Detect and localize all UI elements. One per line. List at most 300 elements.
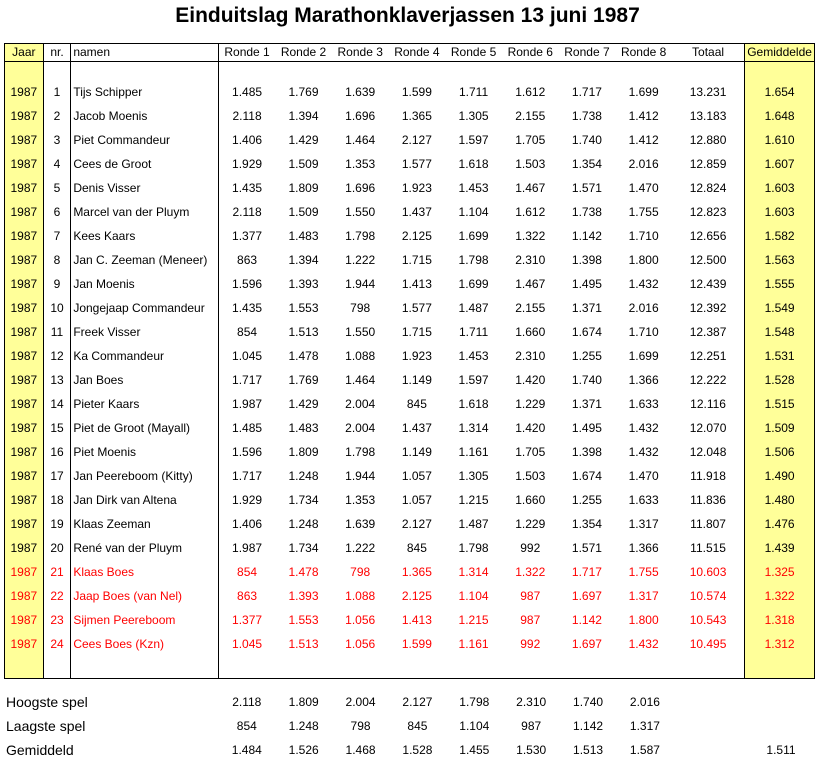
cell-totaal: 10.603 [672, 560, 745, 584]
cell-ronde-7: 1.398 [571, 445, 602, 459]
table-row [5, 416, 815, 440]
cell-ronde-1: 1.987 [232, 397, 263, 411]
cell-namen: Piet Commandeur [71, 128, 219, 152]
header-ronde-3: Ronde 3 [332, 44, 389, 62]
cell-ronde-2 [275, 62, 332, 81]
cell-totaal: 12.824 [672, 176, 745, 200]
cell-ronde-1: 1.717 [232, 469, 263, 483]
cell-ronde-1: 1.406 [232, 517, 263, 531]
cell-ronde-4 [389, 656, 446, 679]
cell-gemiddelde: 1.531 [745, 344, 815, 368]
cell-ronde-2: 1.248 [288, 517, 319, 531]
stats-label: Hoogste spel [6, 694, 88, 710]
cell-ronde-6 [502, 62, 559, 81]
cell-ronde-1: 1.406 [232, 133, 263, 147]
cell-ronde-8: 1.470 [628, 181, 659, 195]
cell-namen [71, 62, 219, 81]
cell-ronde-4 [389, 62, 446, 81]
cell-totaal: 12.439 [672, 272, 745, 296]
cell-jaar: 1987 [5, 464, 44, 488]
cell-ronde-1: 1.435 [232, 301, 263, 315]
stats-ronde-6: 1.530 [516, 743, 547, 757]
header-row [5, 44, 815, 62]
cell-jaar: 1987 [5, 296, 44, 320]
cell-ronde-7: 1.740 [571, 133, 602, 147]
cell-namen: Cees Boes (Kzn) [71, 632, 219, 656]
cell-nr: 16 [43, 440, 71, 464]
cell-ronde-2: 1.553 [288, 613, 319, 627]
cell-ronde-6: 1.612 [515, 85, 546, 99]
page-title: Einduitslag Marathonklaverjassen 13 juni 1987 [175, 4, 640, 27]
cell-namen: Ka Commandeur [71, 344, 219, 368]
cell-ronde-1 [218, 656, 275, 679]
cell-namen: Jacob Moenis [71, 104, 219, 128]
cell-ronde-2: 1.478 [288, 349, 319, 363]
cell-namen: Jan C. Zeeman (Meneer) [71, 248, 219, 272]
cell-ronde-2: 1.393 [288, 277, 319, 291]
cell-jaar: 1987 [5, 512, 44, 536]
cell-ronde-1: 1.596 [232, 277, 263, 291]
cell-namen: Klaas Zeeman [71, 512, 219, 536]
cell-ronde-5: 1.618 [458, 157, 489, 171]
header-namen: namen [71, 44, 219, 62]
cell-ronde-6: 1.503 [515, 469, 546, 483]
cell-ronde-5: 1.305 [458, 469, 489, 483]
cell-ronde-5: 1.597 [458, 133, 489, 147]
cell-nr: 14 [43, 392, 71, 416]
cell-ronde-1: 1.485 [232, 85, 263, 99]
cell-ronde-1: 1.485 [232, 421, 263, 435]
cell-ronde-5 [445, 62, 502, 81]
table-row [5, 152, 815, 176]
cell-jaar: 1987 [5, 128, 44, 152]
cell-nr: 22 [43, 584, 71, 608]
cell-totaal: 11.807 [672, 512, 745, 536]
cell-ronde-5: 1.597 [458, 373, 489, 387]
cell-gemiddelde: 1.480 [745, 488, 815, 512]
cell-ronde-8: 1.710 [628, 229, 659, 243]
stats-ronde-5: 1.798 [459, 695, 490, 709]
cell-ronde-6: 1.503 [515, 157, 546, 171]
cell-ronde-5: 1.314 [458, 421, 489, 435]
cell-ronde-2: 1.478 [288, 565, 319, 579]
cell-namen: Piet Moenis [71, 440, 219, 464]
cell-gemiddelde: 1.318 [745, 608, 815, 632]
cell-totaal: 12.823 [672, 200, 745, 224]
cell-totaal: 12.116 [672, 392, 745, 416]
stats-table [4, 690, 815, 762]
cell-ronde-3: 1.056 [345, 613, 376, 627]
stats-ronde-5: 1.104 [459, 719, 490, 733]
cell-ronde-8: 2.016 [628, 157, 659, 171]
cell-ronde-3: 798 [350, 301, 371, 315]
cell-namen: Tijs Schipper [71, 80, 219, 104]
cell-ronde-2: 1.769 [288, 373, 319, 387]
cell-ronde-5: 1.798 [458, 541, 489, 555]
cell-ronde-5: 1.215 [458, 493, 489, 507]
cell-ronde-5: 1.314 [458, 565, 489, 579]
cell-ronde-3 [332, 656, 389, 679]
cell-nr: 8 [43, 248, 71, 272]
cell-ronde-4: 1.365 [401, 109, 432, 123]
cell-ronde-8: 1.633 [628, 493, 659, 507]
cell-ronde-5: 1.305 [458, 109, 489, 123]
cell-jaar: 1987 [5, 584, 44, 608]
cell-ronde-6: 1.467 [515, 277, 546, 291]
stats-ronde-4: 1.528 [402, 743, 433, 757]
cell-ronde-6: 1.420 [515, 421, 546, 435]
cell-ronde-5: 1.711 [458, 325, 489, 339]
cell-jaar [5, 62, 44, 81]
cell-ronde-6: 1.322 [515, 229, 546, 243]
stats-gemiddelde [747, 714, 815, 738]
cell-ronde-1: 1.987 [232, 541, 263, 555]
cell-ronde-7: 1.717 [571, 85, 602, 99]
cell-ronde-4: 2.127 [401, 517, 432, 531]
cell-totaal: 12.500 [672, 248, 745, 272]
cell-ronde-1: 1.045 [232, 349, 263, 363]
cell-ronde-8: 1.800 [628, 253, 659, 267]
cell-ronde-8: 1.412 [628, 109, 659, 123]
stats-row [4, 714, 815, 738]
cell-ronde-7: 1.697 [571, 589, 602, 603]
cell-ronde-8: 1.412 [628, 133, 659, 147]
stats-ronde-4: 845 [407, 719, 428, 733]
cell-nr: 11 [43, 320, 71, 344]
stats-ronde-3: 2.004 [345, 695, 376, 709]
cell-nr: 17 [43, 464, 71, 488]
cell-ronde-3: 1.088 [345, 349, 376, 363]
stats-ronde-6: 2.310 [516, 695, 547, 709]
cell-jaar: 1987 [5, 272, 44, 296]
table-row [5, 176, 815, 200]
cell-ronde-4: 1.715 [401, 325, 432, 339]
table-row [5, 440, 815, 464]
stats-ronde-1: 854 [236, 719, 257, 733]
cell-nr [43, 656, 71, 679]
cell-ronde-3: 1.353 [345, 493, 376, 507]
table-row [5, 224, 815, 248]
cell-namen: Denis Visser [71, 176, 219, 200]
cell-jaar: 1987 [5, 536, 44, 560]
cell-ronde-7: 1.142 [571, 229, 602, 243]
cell-ronde-1 [218, 62, 275, 81]
stats-ronde-1: 2.118 [232, 695, 262, 709]
cell-ronde-1: 854 [237, 325, 258, 339]
cell-nr [43, 62, 71, 81]
cell-ronde-3: 1.639 [345, 517, 376, 531]
cell-nr: 13 [43, 368, 71, 392]
table-row [5, 200, 815, 224]
cell-jaar: 1987 [5, 224, 44, 248]
cell-namen: Jaap Boes (van Nel) [71, 584, 219, 608]
table-row [5, 104, 815, 128]
cell-ronde-4: 1.057 [401, 493, 432, 507]
cell-ronde-5: 1.618 [458, 397, 489, 411]
cell-ronde-8: 1.710 [628, 325, 659, 339]
cell-ronde-1: 854 [237, 565, 258, 579]
cell-ronde-3: 2.004 [345, 421, 376, 435]
cell-ronde-8: 1.432 [628, 277, 659, 291]
stats-row [4, 690, 815, 714]
cell-ronde-6: 992 [520, 637, 541, 651]
cell-totaal: 12.880 [672, 128, 745, 152]
table-row [5, 344, 815, 368]
stats-ronde-1: 1.484 [231, 743, 262, 757]
cell-gemiddelde [745, 656, 815, 679]
cell-gemiddelde: 1.548 [745, 320, 815, 344]
cell-ronde-3: 1.353 [345, 157, 376, 171]
cell-ronde-6: 992 [520, 541, 541, 555]
stats-ronde-7: 1.740 [573, 695, 604, 709]
cell-gemiddelde: 1.607 [745, 152, 815, 176]
cell-ronde-7: 1.354 [571, 517, 602, 531]
header-gemiddelde: Gemiddelde [745, 44, 815, 62]
cell-nr: 24 [43, 632, 71, 656]
cell-ronde-5: 1.104 [458, 589, 489, 603]
cell-ronde-3: 798 [350, 565, 371, 579]
cell-totaal [672, 656, 745, 679]
cell-ronde-7: 1.398 [571, 253, 602, 267]
cell-ronde-2 [275, 656, 332, 679]
cell-ronde-3: 1.550 [345, 325, 376, 339]
cell-ronde-8 [615, 62, 672, 81]
cell-ronde-8: 1.366 [628, 373, 659, 387]
stats-ronde-2: 1.248 [288, 719, 319, 733]
cell-nr: 19 [43, 512, 71, 536]
cell-ronde-8: 1.317 [628, 517, 659, 531]
cell-ronde-4: 1.715 [401, 253, 432, 267]
cell-totaal: 10.495 [672, 632, 745, 656]
cell-totaal: 12.222 [672, 368, 745, 392]
stats-gemiddelde: 1.511 [766, 743, 796, 757]
cell-nr: 23 [43, 608, 71, 632]
table-row [5, 488, 815, 512]
cell-nr: 12 [43, 344, 71, 368]
cell-totaal [672, 62, 745, 81]
stats-ronde-8: 2.016 [629, 695, 660, 709]
cell-ronde-2: 1.734 [288, 541, 319, 555]
header-jaar: Jaar [5, 44, 44, 62]
cell-totaal: 13.183 [672, 104, 745, 128]
table-row [5, 248, 815, 272]
cell-ronde-4: 2.125 [401, 589, 432, 603]
table-row [5, 392, 815, 416]
cell-ronde-7: 1.371 [571, 301, 602, 315]
cell-ronde-8: 1.317 [628, 589, 659, 603]
cell-ronde-1: 1.929 [232, 493, 263, 507]
cell-ronde-6: 1.705 [515, 133, 546, 147]
cell-namen: René van der Pluym [71, 536, 219, 560]
header-ronde-2: Ronde 2 [275, 44, 332, 62]
cell-ronde-2: 1.248 [288, 469, 319, 483]
stats-ronde-7: 1.513 [573, 743, 604, 757]
cell-ronde-8: 1.755 [628, 565, 659, 579]
cell-nr: 18 [43, 488, 71, 512]
cell-ronde-7: 1.674 [571, 325, 602, 339]
cell-ronde-5: 1.104 [458, 205, 489, 219]
cell-totaal: 12.070 [672, 416, 745, 440]
cell-ronde-8: 1.432 [628, 421, 659, 435]
cell-ronde-6: 2.155 [515, 109, 546, 123]
cell-nr: 9 [43, 272, 71, 296]
stats-totaal [673, 690, 747, 714]
cell-nr: 21 [43, 560, 71, 584]
table-row [5, 608, 815, 632]
stats-ronde-5: 1.455 [459, 743, 490, 757]
cell-ronde-4: 2.127 [401, 133, 432, 147]
cell-ronde-1: 1.377 [232, 613, 263, 627]
stats-totaal [673, 738, 747, 762]
cell-ronde-1: 2.118 [232, 109, 262, 123]
cell-gemiddelde: 1.582 [745, 224, 815, 248]
cell-ronde-5: 1.699 [458, 277, 489, 291]
table-row [5, 80, 815, 104]
cell-gemiddelde: 1.490 [745, 464, 815, 488]
cell-ronde-8: 1.470 [628, 469, 659, 483]
cell-ronde-1: 2.118 [232, 205, 262, 219]
cell-gemiddelde: 1.610 [745, 128, 815, 152]
cell-ronde-4: 1.057 [401, 469, 432, 483]
cell-ronde-2: 1.429 [288, 133, 319, 147]
stats-label: Gemiddeld [6, 742, 74, 758]
cell-ronde-6: 2.155 [515, 301, 546, 315]
cell-gemiddelde: 1.648 [745, 104, 815, 128]
cell-totaal: 13.231 [672, 80, 745, 104]
cell-ronde-3: 1.944 [345, 277, 376, 291]
cell-ronde-8: 2.016 [628, 301, 659, 315]
cell-ronde-4: 2.125 [401, 229, 432, 243]
stats-ronde-2: 1.526 [288, 743, 319, 757]
bottom-spacer-row [5, 656, 815, 679]
cell-totaal: 12.048 [672, 440, 745, 464]
cell-ronde-1: 1.435 [232, 181, 263, 195]
table-row [5, 632, 815, 656]
cell-ronde-2: 1.483 [288, 229, 319, 243]
cell-jaar: 1987 [5, 152, 44, 176]
cell-gemiddelde: 1.322 [745, 584, 815, 608]
cell-ronde-6: 2.310 [515, 349, 546, 363]
cell-ronde-7: 1.738 [571, 109, 602, 123]
cell-jaar: 1987 [5, 344, 44, 368]
cell-jaar: 1987 [5, 416, 44, 440]
cell-ronde-4: 1.599 [401, 637, 432, 651]
stats-gemiddelde [747, 690, 815, 714]
cell-ronde-7: 1.571 [571, 541, 602, 555]
cell-gemiddelde: 1.603 [745, 176, 815, 200]
cell-totaal: 12.251 [672, 344, 745, 368]
cell-ronde-4: 845 [406, 541, 427, 555]
table-row [5, 272, 815, 296]
cell-ronde-8: 1.633 [628, 397, 659, 411]
cell-ronde-3 [332, 62, 389, 81]
stats-ronde-4: 2.127 [402, 695, 433, 709]
cell-ronde-7: 1.717 [571, 565, 602, 579]
cell-gemiddelde [745, 62, 815, 81]
stats-label: Laagste spel [6, 718, 86, 734]
cell-ronde-2: 1.734 [288, 493, 319, 507]
table-row [5, 512, 815, 536]
spacer-row [5, 62, 815, 81]
cell-ronde-1: 1.929 [232, 157, 263, 171]
cell-jaar: 1987 [5, 320, 44, 344]
cell-namen [71, 656, 219, 679]
cell-nr: 2 [43, 104, 71, 128]
cell-ronde-2: 1.509 [288, 205, 319, 219]
cell-jaar: 1987 [5, 608, 44, 632]
cell-namen: Pieter Kaars [71, 392, 219, 416]
stats-ronde-6: 987 [521, 719, 542, 733]
cell-ronde-4: 1.149 [401, 373, 432, 387]
stats-ronde-8: 1.587 [629, 743, 660, 757]
cell-ronde-4: 1.437 [401, 421, 432, 435]
header-ronde-6: Ronde 6 [502, 44, 559, 62]
cell-ronde-1: 1.377 [232, 229, 263, 243]
cell-ronde-4: 1.413 [401, 277, 432, 291]
cell-ronde-3: 2.004 [345, 397, 376, 411]
stats-ronde-3: 798 [350, 719, 371, 733]
cell-ronde-5: 1.487 [458, 301, 489, 315]
cell-ronde-8: 1.432 [628, 637, 659, 651]
cell-ronde-4: 845 [406, 397, 427, 411]
cell-ronde-3: 1.798 [345, 445, 376, 459]
cell-ronde-8: 1.800 [628, 613, 659, 627]
cell-ronde-5: 1.699 [458, 229, 489, 243]
cell-jaar: 1987 [5, 176, 44, 200]
cell-ronde-5: 1.487 [458, 517, 489, 531]
cell-ronde-7: 1.740 [571, 373, 602, 387]
cell-ronde-4: 1.437 [401, 205, 432, 219]
cell-namen: Sijmen Peereboom [71, 608, 219, 632]
cell-ronde-3: 1.550 [345, 205, 376, 219]
cell-ronde-7: 1.697 [571, 637, 602, 651]
cell-totaal: 10.543 [672, 608, 745, 632]
table-row [5, 296, 815, 320]
cell-ronde-2: 1.509 [288, 157, 319, 171]
cell-totaal: 12.656 [672, 224, 745, 248]
header-ronde-4: Ronde 4 [389, 44, 446, 62]
cell-ronde-1: 1.045 [232, 637, 263, 651]
cell-gemiddelde: 1.439 [745, 536, 815, 560]
cell-nr: 6 [43, 200, 71, 224]
cell-ronde-5: 1.215 [458, 613, 489, 627]
cell-ronde-3: 1.696 [345, 109, 376, 123]
cell-jaar: 1987 [5, 392, 44, 416]
cell-namen: Freek Visser [71, 320, 219, 344]
cell-ronde-3: 1.944 [345, 469, 376, 483]
cell-jaar: 1987 [5, 104, 44, 128]
table-row [5, 584, 815, 608]
cell-ronde-6: 1.705 [515, 445, 546, 459]
cell-ronde-6: 1.660 [515, 325, 546, 339]
cell-jaar: 1987 [5, 560, 44, 584]
cell-ronde-4: 1.599 [401, 85, 432, 99]
cell-ronde-4: 1.413 [401, 613, 432, 627]
cell-ronde-7 [559, 656, 616, 679]
cell-ronde-8: 1.366 [628, 541, 659, 555]
cell-ronde-6: 1.467 [515, 181, 546, 195]
header-ronde-1: Ronde 1 [218, 44, 275, 62]
header-nr: nr. [43, 44, 71, 62]
cell-gemiddelde: 1.506 [745, 440, 815, 464]
cell-ronde-2: 1.513 [288, 637, 319, 651]
cell-ronde-7: 1.255 [571, 493, 602, 507]
cell-ronde-2: 1.769 [288, 85, 319, 99]
cell-ronde-2: 1.394 [288, 109, 319, 123]
cell-namen: Klaas Boes [71, 560, 219, 584]
cell-ronde-8 [615, 656, 672, 679]
cell-gemiddelde: 1.555 [745, 272, 815, 296]
